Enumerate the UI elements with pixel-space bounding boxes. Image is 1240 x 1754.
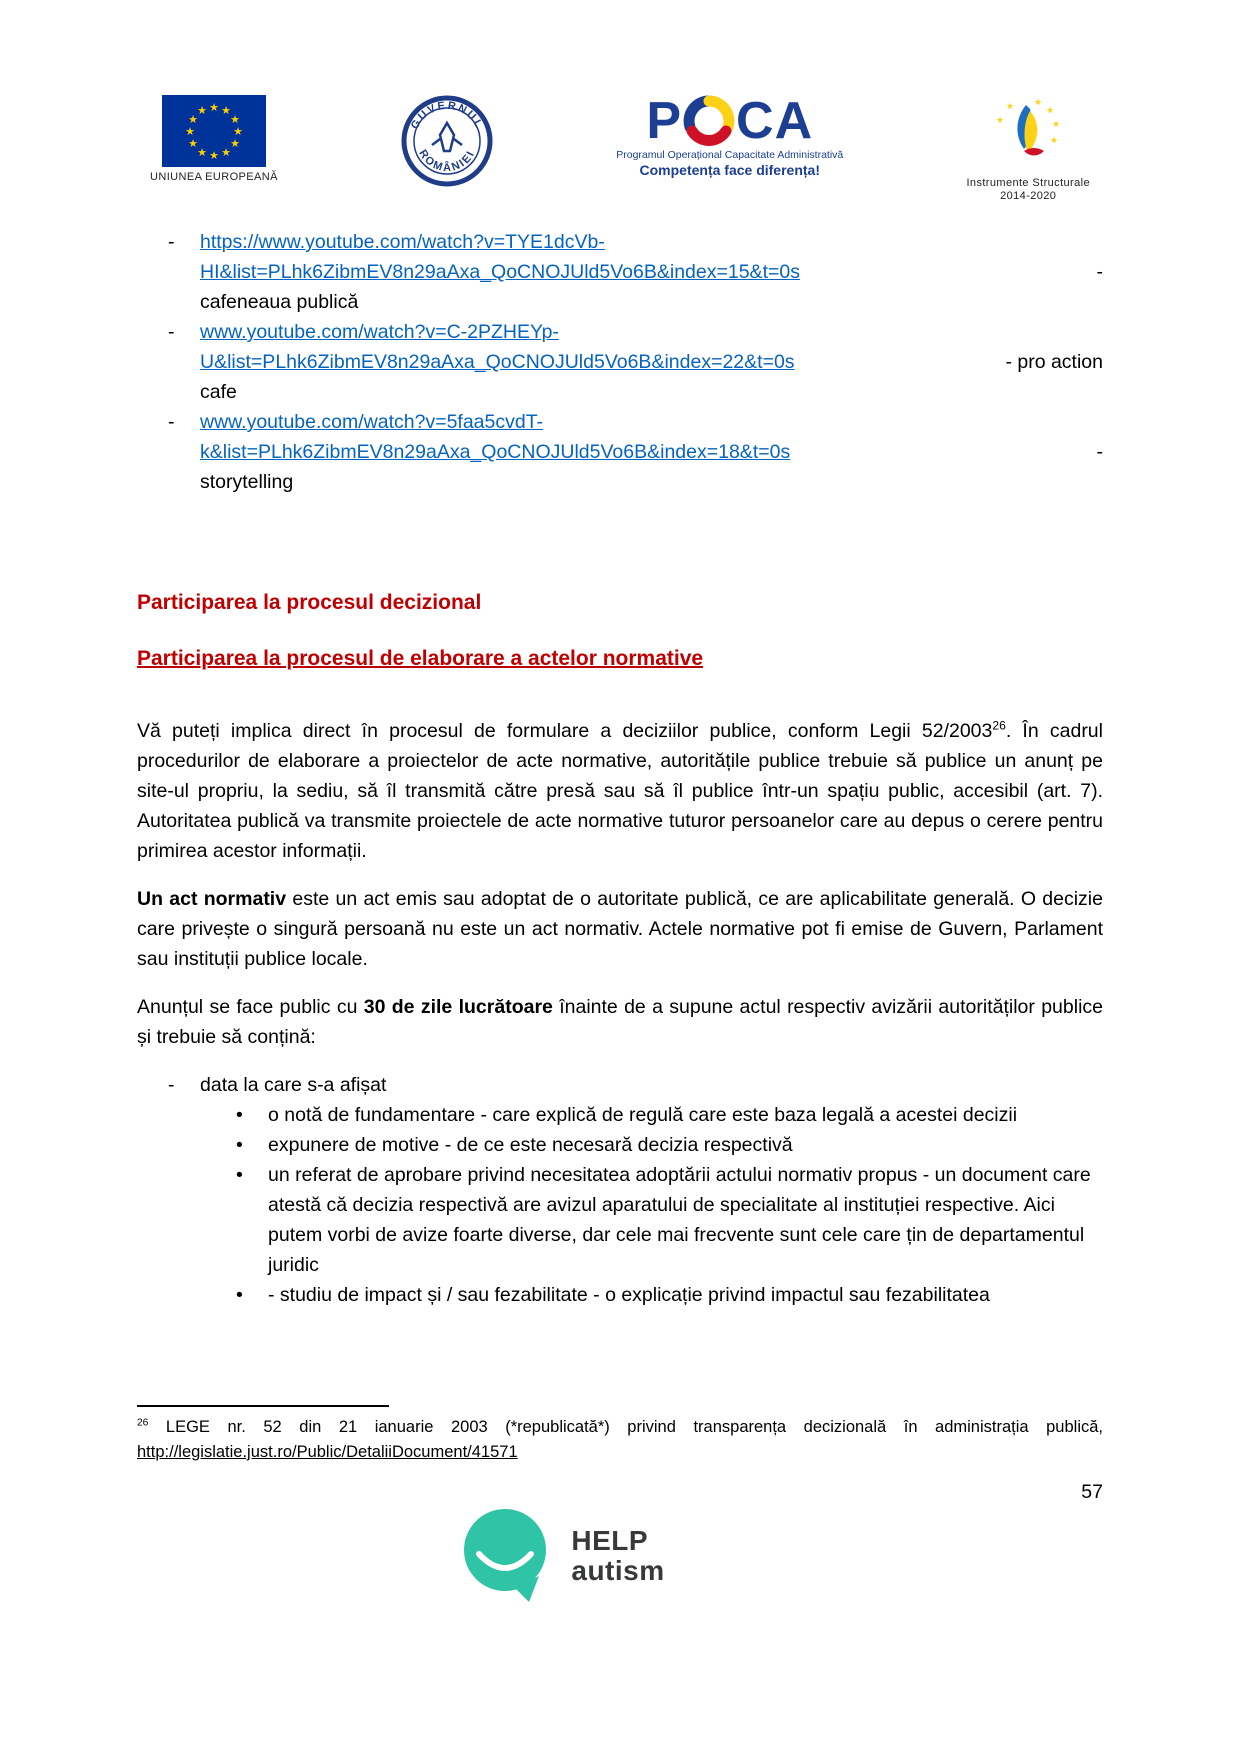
poca-swirl-icon — [683, 95, 735, 147]
subsection-heading: Participarea la procesul de elaborare a actelor normative — [137, 647, 704, 670]
structural-instruments-logo — [966, 95, 1090, 203]
paragraph-text: Vă puteți implica direct în procesul de formulare a deciziilor publice, conform Legii 52/2003 — [137, 720, 993, 742]
paragraph-law-52 — [137, 716, 1103, 866]
dash-bullet: - — [168, 231, 175, 253]
requirements-list — [137, 1070, 1103, 1310]
footnote-reference: 26 — [992, 718, 1006, 733]
youtube-link-1-continued[interactable]: HI&list=PLhk6ZibmEV8n29aAxa_QoCNOJUld5Vo6B&index=15&t=0s — [200, 261, 800, 283]
youtube-link-1[interactable]: https://www.youtube.com/watch?v=TYE1dcVb- — [200, 231, 605, 253]
list-item — [137, 1160, 1103, 1280]
svg-text:★: ★ — [1034, 98, 1043, 108]
svg-text:★: ★ — [1052, 120, 1061, 130]
dash-bullet: - — [168, 1074, 175, 1096]
dot-bullet: • — [236, 1134, 243, 1156]
link-separator: - — [1096, 261, 1103, 283]
youtube-link-3[interactable]: www.youtube.com/watch?v=5faa5cvdT- — [200, 411, 544, 433]
footnote-section — [137, 1405, 1103, 1465]
list-item — [137, 407, 1103, 497]
government-seal-logo — [401, 95, 493, 187]
svg-text:★: ★ — [229, 137, 240, 150]
poca-letter-p: P — [646, 92, 683, 150]
eu-flag-caption: UNIUNEA EUROPEANĂ — [150, 171, 278, 183]
youtube-link-2[interactable]: www.youtube.com/watch?v=C-2PZHEYp- — [200, 321, 559, 343]
list-item-text: expunere de motive - de ce este necesară decizia respectivă — [268, 1134, 793, 1156]
svg-text:★: ★ — [232, 125, 243, 138]
link-separator: - — [1096, 441, 1103, 463]
link-separator: - pro action — [1005, 351, 1103, 373]
svg-text:GUVERNUL: GUVERNUL — [408, 99, 486, 132]
poca-logo — [616, 92, 844, 178]
list-item-text: data la care s-a afișat — [200, 1074, 387, 1096]
bold-inline-text: 30 de zile lucrătoare — [363, 996, 553, 1018]
svg-text:★: ★ — [1046, 106, 1055, 116]
paragraph-text: este un act emis sau adoptat de o autoritate publică, ce are aplicabilitate generală. O decizie care privește o singură persoană nu este un act normativ. Actele normative pot fi emise de Guvern, Parlament sau instituții publice locale. — [137, 888, 1103, 970]
footnote-number: 26 — [137, 1417, 149, 1429]
structural-caption-line1: Instrumente Structurale — [966, 177, 1090, 189]
list-item — [137, 1130, 1103, 1160]
logo-text-help: HELP — [571, 1525, 649, 1556]
government-seal-icon — [401, 95, 493, 187]
footnote-text — [137, 1415, 1103, 1465]
eu-flag-logo — [150, 95, 278, 184]
svg-text:★: ★ — [1050, 136, 1059, 146]
dash-bullet: - — [168, 411, 175, 433]
list-item — [137, 1100, 1103, 1130]
paragraph-anunt — [137, 992, 1103, 1052]
dash-bullet: - — [168, 321, 175, 343]
svg-text:★: ★ — [1006, 102, 1015, 112]
svg-text:★: ★ — [196, 146, 207, 159]
list-item — [137, 1070, 1103, 1100]
svg-text:★: ★ — [229, 113, 240, 126]
logo-text-autism: autism — [571, 1555, 665, 1586]
svg-text:★: ★ — [187, 113, 198, 126]
footnote-body: LEGE nr. 52 din 21 ianuarie 2003 (*republicată*) privind transparența decizională în administrația publică, — [148, 1418, 1103, 1436]
svg-text:★: ★ — [208, 149, 219, 162]
paragraph-text: Anunțul se face public cu — [137, 996, 364, 1018]
list-item-text: o notă de fundamentare - care explică de regulă care este baza legală a acestei decizii — [268, 1104, 1018, 1126]
svg-text:★: ★ — [996, 116, 1005, 126]
paragraph-text: . În cadrul procedurilor de elaborare a proiectelor de acte normative, autoritățile publice trebuie să publice un anunț pe site-ul propriu, la sediu, să îl transmită către presă sau să îl publice într-un spațiu public, accesibil (art. 7). Autoritatea publică va transmite proiectele de acte normative tuturor persoanelor care au depus o cerere pentru primirea acestor informații. — [137, 720, 1103, 862]
help-autism-logo — [0, 1506, 1182, 1606]
page-number: 57 — [1081, 1481, 1103, 1503]
structural-caption-line2: 2014-2020 — [1000, 190, 1057, 202]
footnote-separator — [137, 1405, 389, 1407]
svg-text:★: ★ — [187, 137, 198, 150]
svg-text:★: ★ — [220, 104, 231, 117]
legislation-link[interactable]: http://legislatie.just.ro/Public/DetaliiDocument/41571 — [137, 1443, 518, 1461]
poca-slogan: Competența face diferența! — [639, 162, 820, 178]
poca-subtitle: Programul Operațional Capacitate Administrativă — [616, 149, 844, 161]
link-description: cafe — [200, 381, 237, 403]
speech-bubble-smile-icon — [459, 1506, 557, 1606]
list-item — [137, 317, 1103, 407]
svg-text:★: ★ — [184, 125, 195, 138]
svg-text:★: ★ — [208, 101, 219, 114]
bold-lead-text: Un act normativ — [137, 888, 287, 910]
youtube-link-3-continued[interactable]: k&list=PLhk6ZibmEV8n29aAxa_QoCNOJUld5Vo6B&index=18&t=0s — [200, 441, 791, 463]
list-item-text: un referat de aprobare privind necesitatea adoptării actului normativ propus - un document care atestă că decizia respectivă are avizul aparatului de specialitate al instituției respective. Aici putem vorbi de avize foarte diverse, dar cele mai frecvente sunt cele care țin de departamentul juridic — [268, 1164, 1091, 1276]
youtube-link-2-continued[interactable]: U&list=PLhk6ZibmEV8n29aAxa_QoCNOJUld5Vo6B&index=22&t=0s — [200, 351, 795, 373]
dot-bullet: • — [236, 1164, 243, 1186]
list-item-text: - studiu de impact și / sau fezabilitate - o explicație privind impactul sau fezabilitatea — [268, 1284, 990, 1306]
dot-bullet: • — [236, 1284, 243, 1306]
svg-text:★: ★ — [220, 146, 231, 159]
header-logos — [150, 92, 1090, 202]
page-content — [137, 227, 1103, 1310]
poca-wordmark — [646, 92, 814, 150]
poca-letters-ca: CA — [736, 92, 814, 150]
svg-text:★: ★ — [196, 104, 207, 117]
structural-instruments-icon — [986, 95, 1070, 173]
section-heading: Participarea la procesul decizional — [137, 591, 482, 614]
paragraph-act-normativ — [137, 884, 1103, 974]
svg-text:ROMÂNIEI: ROMÂNIEI — [416, 147, 478, 175]
dot-bullet: • — [236, 1104, 243, 1126]
eu-flag-icon — [162, 95, 266, 167]
link-description: storytelling — [200, 471, 294, 493]
list-item — [137, 227, 1103, 317]
video-links-list — [137, 227, 1103, 497]
link-description: cafeneaua publică — [200, 291, 359, 313]
list-item — [137, 1280, 1103, 1310]
paragraph-text: înainte de a supune actul respectiv avizării autorităților publice și trebuie să conțină: — [137, 996, 1103, 1048]
